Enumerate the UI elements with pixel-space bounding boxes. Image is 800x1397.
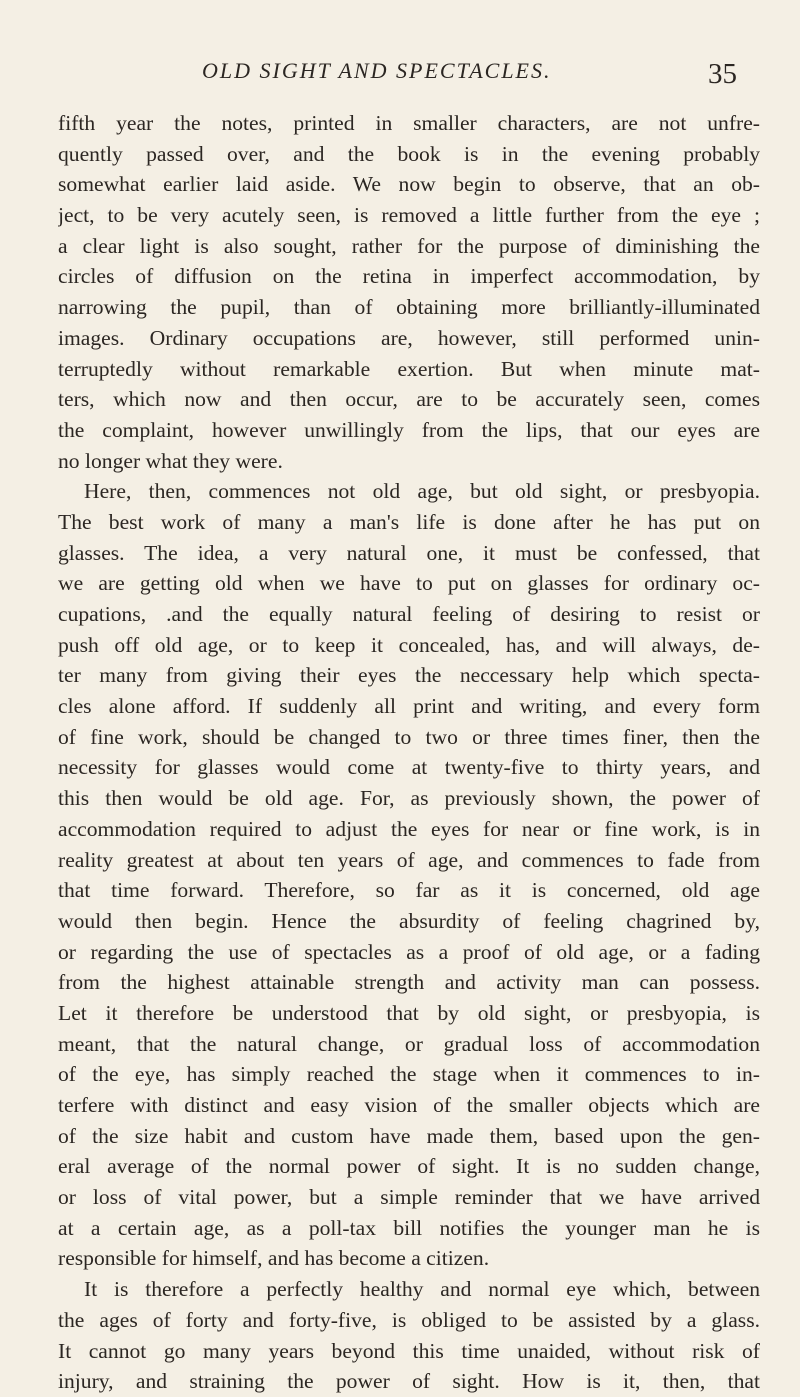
text-line: responsible for himself, and has become a citizen. xyxy=(58,1246,490,1271)
text-line: at a certain age, as a poll-tax bill notifies the younger man he is xyxy=(58,1215,760,1240)
text-line: cupations, .and the equally natural feeling of desiring to resist or xyxy=(58,602,760,626)
text-line: cles alone afford. If suddenly all print and writing, and every form xyxy=(58,694,760,719)
text-line: meant, that the natural change, or gradual loss of accommodation xyxy=(58,1031,760,1056)
text-line: the complaint, however unwillingly from the lips, that our eyes are xyxy=(58,417,760,442)
text-line: push off old age, or to keep it concealed, has, and will always, de- xyxy=(58,632,760,657)
text-line: injury, and straining the power of sight. How is it, then, that xyxy=(58,1369,760,1394)
text-line: narrowing the pupil, than of obtaining more brilliantly-illuminated xyxy=(58,295,760,320)
text-line: of the eye, has simply reached the stage when it commences to in- xyxy=(58,1062,760,1087)
text-line: somewhat earlier laid aside. We now begin to observe, that an ob- xyxy=(58,172,760,197)
body-text xyxy=(58,108,760,1397)
text-line: circles of diffusion on the retina in imperfect accommodation, by xyxy=(58,264,760,289)
text-line: accommodation required to adjust the eyes for near or fine work, is in xyxy=(58,816,760,841)
text-line: or loss of vital power, but a simple reminder that we have arrived xyxy=(58,1185,760,1210)
text-line: ter many from giving their eyes the neccessary help which specta- xyxy=(58,663,760,688)
text-line: glasses. The idea, a very natural one, it must be confessed, that xyxy=(58,540,760,565)
page-number: 35 xyxy=(708,58,737,90)
text-line: we are getting old when we have to put on glasses for ordinary oc- xyxy=(58,571,760,596)
text-line: It cannot go many years beyond this time unaided, without risk of xyxy=(58,1338,760,1363)
text-line: ject, to be very acutely seen, is removed a little further from the eye ; xyxy=(58,203,760,228)
text-line: from the highest attainable strength and activity man can possess. xyxy=(58,970,760,995)
text-line: of fine work, should be changed to two or three times finer, then the xyxy=(58,724,760,749)
text-line: quently passed over, and the book is in the evening probably xyxy=(58,141,760,166)
text-line: terruptedly without remarkable exertion. But when minute mat- xyxy=(58,356,760,381)
text-line: fifth year the notes, printed in smaller characters, are not unfre- xyxy=(58,111,760,135)
text-line: the ages of forty and forty-five, is obliged to be assisted by a glass. xyxy=(58,1307,760,1332)
text-line: or regarding the use of spectacles as a proof of old age, or a fading xyxy=(58,939,760,964)
text-line: The best work of many a man's life is done after he has put on xyxy=(58,509,760,534)
text-line: no longer what they were. xyxy=(58,448,283,473)
text-line: images. Ordinary occupations are, however, still performed unin- xyxy=(58,325,760,350)
page-header xyxy=(0,58,800,94)
text-line: this then would be old age. For, as previously shown, the power of xyxy=(58,786,760,811)
text-line: of the size habit and custom have made them, based upon the gen- xyxy=(58,1123,760,1148)
text-line: that time forward. Therefore, so far as it is concerned, old age xyxy=(58,878,760,903)
text-line: necessity for glasses would come at twenty-five to thirty years, and xyxy=(58,755,760,780)
running-title: OLD SIGHT AND SPECTACLES. xyxy=(202,58,552,83)
text-line: Let it therefore be understood that by old sight, or presbyopia, is xyxy=(58,1000,760,1025)
text-line: reality greatest at about ten years of age, and commences to fade from xyxy=(58,847,760,872)
text-line: It is therefore a perfectly healthy and normal eye which, between xyxy=(84,1277,760,1302)
text-line: a clear light is also sought, rather for the purpose of diminishing the xyxy=(58,233,760,258)
text-line: Here, then, commences not old age, but old sight, or presbyopia. xyxy=(84,479,760,504)
text-line: eral average of the normal power of sight. It is no sudden change, xyxy=(58,1154,760,1179)
text-line: ters, which now and then occur, are to be accurately seen, comes xyxy=(58,387,760,412)
text-line: would then begin. Hence the absurdity of feeling chagrined by, xyxy=(58,908,760,933)
text-line: terfere with distinct and easy vision of the smaller objects which are xyxy=(58,1093,760,1117)
